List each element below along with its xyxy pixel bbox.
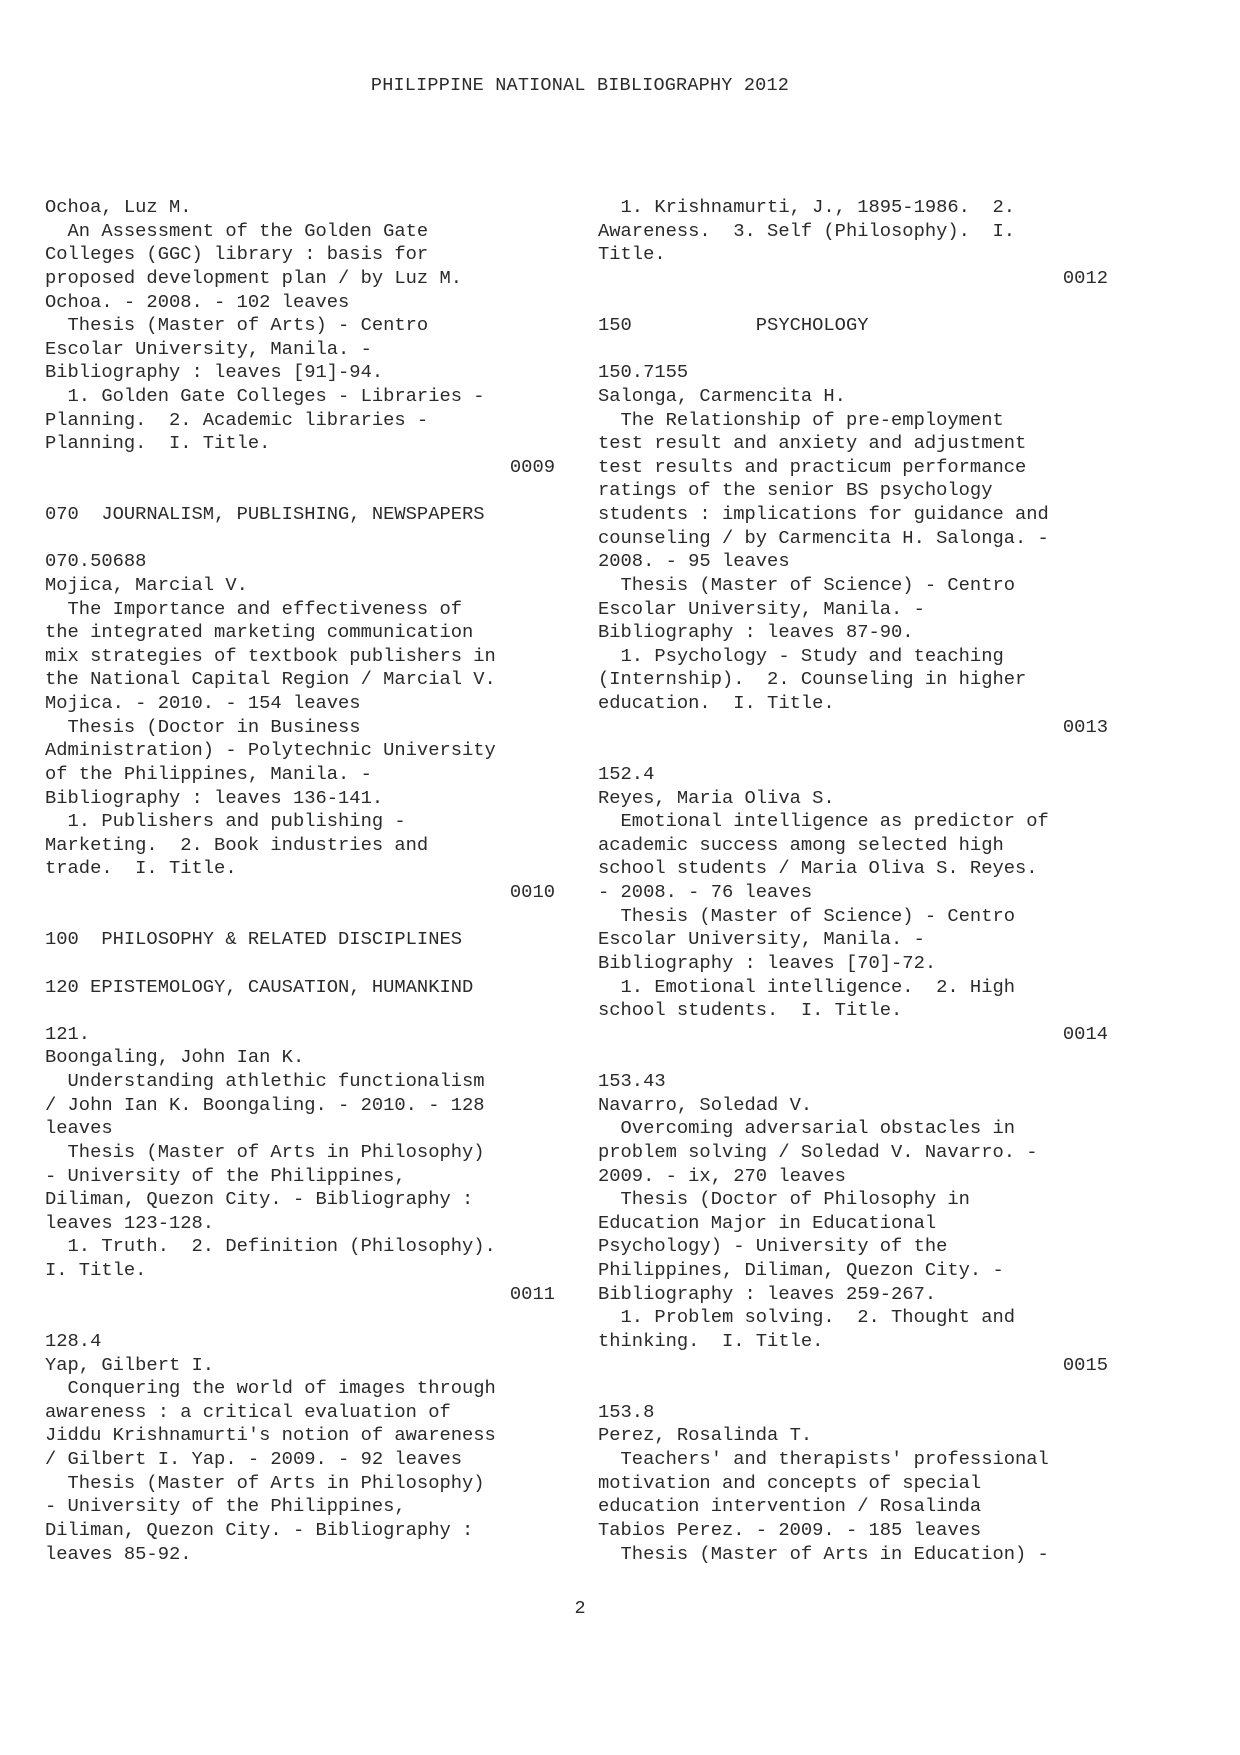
bibliography-line: Administration) - Polytechnic University: [45, 739, 496, 762]
bibliography-line: 121.: [45, 1022, 91, 1045]
bibliography-line: Bibliography : leaves 87-90.: [598, 621, 914, 644]
bibliography-line: - University of the Philippines,: [45, 1495, 406, 1518]
bibliography-line: 2009. - ix, 270 leaves: [598, 1164, 846, 1187]
bibliography-line: / Gilbert I. Yap. - 2009. - 92 leaves: [45, 1448, 463, 1471]
bibliography-line: Bibliography : leaves [70]-72.: [598, 951, 937, 974]
bibliography-line: Emotional intelligence as predictor of: [598, 810, 1049, 833]
bibliography-line: Colleges (GGC) library : basis for: [45, 243, 429, 266]
bibliography-line: Thesis (Master of Science) - Centro: [598, 904, 1016, 927]
record-number: 0014: [1062, 1022, 1108, 1045]
bibliography-line: 120 EPISTEMOLOGY, CAUSATION, HUMANKIND: [45, 975, 474, 998]
bibliography-line: of the Philippines, Manila. -: [45, 762, 372, 785]
bibliography-line: Salonga, Carmencita H.: [598, 384, 846, 407]
bibliography-line: The Importance and effectiveness of: [45, 597, 463, 620]
bibliography-line: Mojica. - 2010. - 154 leaves: [45, 692, 361, 715]
blank-line: [598, 338, 1108, 362]
bibliography-line: 153.43: [598, 1070, 666, 1093]
blank-line: [45, 999, 555, 1023]
page-header: PHILIPPINE NATIONAL BIBLIOGRAPHY 2012: [370, 75, 790, 96]
bibliography-line: Education Major in Educational: [598, 1211, 937, 1234]
bibliography-line: I. Title.: [45, 1259, 147, 1282]
bibliography-line: - University of the Philippines,: [45, 1164, 406, 1187]
bibliography-line: education. I. Title.: [598, 692, 835, 715]
record-number: 0015: [1062, 1353, 1108, 1376]
bibliography-line: test result and anxiety and adjustment: [598, 432, 1027, 455]
bibliography-line: Understanding athlethic functionalism: [45, 1070, 485, 1093]
bibliography-line: Ochoa. - 2008. - 102 leaves: [45, 290, 350, 313]
bibliography-line: Perez, Rosalinda T.: [598, 1424, 813, 1447]
bibliography-line: An Assessment of the Golden Gate: [45, 219, 429, 242]
bibliography-line: Tabios Perez. - 2009. - 185 leaves: [598, 1518, 982, 1541]
bibliography-line: thinking. I. Title.: [598, 1329, 824, 1352]
bibliography-line: 153.8: [598, 1400, 655, 1423]
bibliography-line: school students. I. Title.: [598, 999, 903, 1022]
bibliography-line: 070 JOURNALISM, PUBLISHING, NEWSPAPERS: [45, 503, 485, 526]
blank-line: [45, 905, 555, 929]
bibliography-line: counseling / by Carmencita H. Salonga. -: [598, 526, 1049, 549]
bibliography-line: Jiddu Krishnamurti's notion of awareness: [45, 1424, 496, 1447]
bibliography-line: 070.50688: [45, 550, 147, 573]
bibliography-line: Bibliography : leaves [91]-94.: [45, 361, 384, 384]
bibliography-line: Ochoa, Luz M.: [45, 196, 192, 218]
record-number: 0013: [1062, 715, 1108, 738]
bibliography-line: - 2008. - 76 leaves: [598, 881, 813, 904]
bibliography-line: Marketing. 2. Book industries and: [45, 833, 429, 856]
bibliography-line: school students / Maria Oliva S. Reyes.: [598, 857, 1038, 880]
bibliography-line: Bibliography : leaves 136-141.: [45, 786, 384, 809]
bibliography-line: 1. Problem solving. 2. Thought and: [598, 1306, 1016, 1329]
bibliography-line: academic success among selected high: [598, 833, 1004, 856]
blank-line: [598, 1377, 1108, 1401]
bibliography-line: the National Capital Region / Marcial V.: [45, 668, 496, 691]
bibliography-line: Awareness. 3. Self (Philosophy). I.: [598, 219, 1016, 242]
right-column: [598, 196, 1108, 1566]
blank-line: [45, 952, 555, 976]
bibliography-line: 2008. - 95 leaves: [598, 550, 790, 573]
bibliography-line: Reyes, Maria Oliva S.: [598, 786, 835, 809]
record-number: 0010: [509, 881, 555, 904]
bibliography-line: 1. Krishnamurti, J., 1895-1986. 2.: [598, 196, 1016, 218]
bibliography-line: 100 PHILOSOPHY & RELATED DISCIPLINES: [45, 928, 463, 951]
bibliography-line: leaves: [45, 1117, 113, 1140]
bibliography-line: (Internship). 2. Counseling in higher: [598, 668, 1027, 691]
bibliography-line: 1. Publishers and publishing -: [45, 810, 406, 833]
bibliography-line: Title.: [598, 243, 666, 266]
bibliography-line: mix strategies of textbook publishers in: [45, 644, 496, 667]
blank-line: [598, 739, 1108, 763]
bibliography-line: proposed development plan / by Luz M.: [45, 266, 463, 289]
record-number: 0011: [509, 1282, 555, 1305]
bibliography-line: / John Ian K. Boongaling. - 2010. - 128: [45, 1093, 485, 1116]
bibliography-line: Thesis (Doctor in Business: [45, 715, 361, 738]
bibliography-line: Yap, Gilbert I.: [45, 1353, 215, 1376]
record-number: 0012: [1062, 266, 1108, 289]
bibliography-line: 1. Golden Gate Colleges - Libraries -: [45, 385, 485, 407]
bibliography-line: Thesis (Master of Science) - Centro: [598, 573, 1016, 596]
bibliography-line: Thesis (Master of Arts) - Centro: [45, 314, 429, 337]
bibliography-line: The Relationship of pre-employment: [598, 408, 1004, 431]
bibliography-line: Planning. I. Title.: [45, 432, 271, 455]
blank-line: [45, 527, 555, 551]
bibliography-line: Mojica, Marcial V.: [45, 573, 248, 596]
bibliography-line: Diliman, Quezon City. - Bibliography :: [45, 1188, 474, 1211]
page-number: 2: [574, 1598, 586, 1619]
blank-line: [598, 291, 1108, 315]
bibliography-line: Diliman, Quezon City. - Bibliography :: [45, 1518, 474, 1541]
bibliography-line: students : implications for guidance and: [598, 503, 1049, 526]
bibliography-line: Thesis (Master of Arts in Education) -: [598, 1542, 1049, 1565]
bibliography-line: Bibliography : leaves 259-267.: [598, 1282, 937, 1305]
bibliography-line: motivation and concepts of special: [598, 1471, 982, 1494]
bibliography-line: 152.4: [598, 762, 655, 785]
bibliography-line: 150.7155: [598, 361, 689, 384]
bibliography-line: Thesis (Master of Arts in Philosophy): [45, 1140, 485, 1163]
bibliography-line: leaves 85-92.: [45, 1542, 192, 1565]
bibliography-line: Thesis (Doctor of Philosophy in: [598, 1188, 970, 1211]
bibliography-line: 128.4: [45, 1329, 102, 1352]
bibliography-line: Boongaling, John Ian K.: [45, 1046, 305, 1069]
bibliography-line: Conquering the world of images through: [45, 1377, 496, 1400]
bibliography-line: ratings of the senior BS psychology: [598, 479, 993, 502]
bibliography-line: trade. I. Title.: [45, 857, 237, 880]
bibliography-line: problem solving / Soledad V. Navarro. -: [598, 1140, 1038, 1163]
bibliography-line: Escolar University, Manila. -: [598, 928, 925, 951]
bibliography-line: Teachers' and therapists' professional: [598, 1448, 1049, 1471]
blank-line: [45, 480, 555, 504]
bibliography-line: Navarro, Soledad V.: [598, 1093, 813, 1116]
bibliography-line: leaves 123-128.: [45, 1211, 215, 1234]
bibliography-line: 1. Emotional intelligence. 2. High: [598, 975, 1016, 998]
bibliography-line: education intervention / Rosalinda: [598, 1495, 982, 1518]
left-column: [45, 196, 555, 1566]
record-number: 0009: [509, 455, 555, 478]
bibliography-line: Philippines, Diliman, Quezon City. -: [598, 1259, 1004, 1282]
bibliography-line: 150 PSYCHOLOGY: [598, 314, 869, 337]
blank-line: [598, 1046, 1108, 1070]
bibliography-line: Overcoming adversarial obstacles in: [598, 1117, 1016, 1140]
bibliography-line: test results and practicum performance: [598, 455, 1027, 478]
bibliography-line: Psychology) - University of the: [598, 1235, 948, 1258]
blank-line: [45, 1306, 555, 1330]
bibliography-line: 1. Psychology - Study and teaching: [598, 644, 1004, 667]
bibliography-line: Thesis (Master of Arts in Philosophy): [45, 1471, 485, 1494]
bibliography-line: 1. Truth. 2. Definition (Philosophy).: [45, 1235, 496, 1258]
bibliography-line: Planning. 2. Academic libraries -: [45, 408, 429, 431]
bibliography-line: awareness : a critical evaluation of: [45, 1400, 451, 1423]
bibliography-line: Escolar University, Manila. -: [45, 337, 372, 360]
bibliography-line: the integrated marketing communication: [45, 621, 474, 644]
bibliography-line: Escolar University, Manila. -: [598, 597, 925, 620]
